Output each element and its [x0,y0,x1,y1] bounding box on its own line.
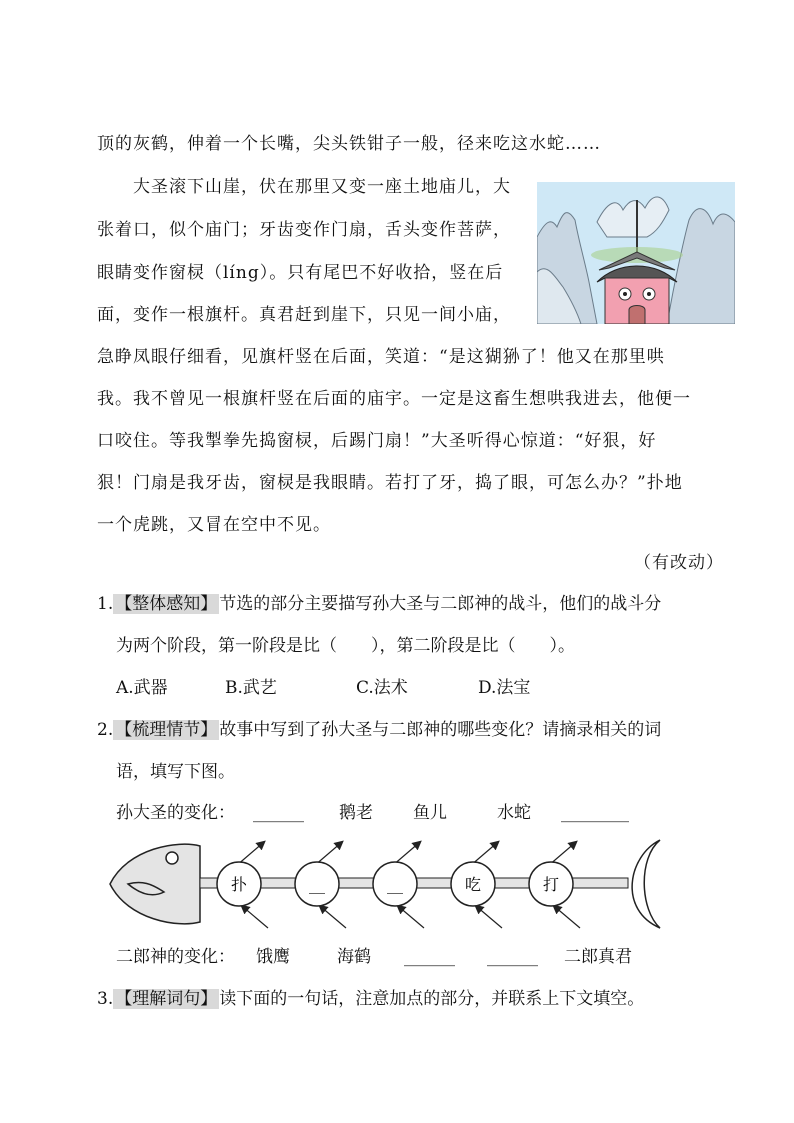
question-number: 1. [97,594,114,614]
question-tag: 【整体感知】 [115,594,218,614]
erlang-change-blank: ______ [404,947,455,967]
erlang-change-item: 海鹤 [337,947,371,967]
story-line: 我。我不曾见一根旗杆竖在后面的庙宇。一定是这畜生想哄我进去，他便一 [97,389,691,409]
sun-change-item: 水蛇 [497,803,531,823]
node-label: __ [387,875,403,894]
story-line: 顶的灰鹤，伸着一个长嘴，尖头铁钳子一般，径来吃这水蛇…… [97,134,601,154]
story-line: 面，变作一根旗杆。真君赶到崖下，只见一间小庙， [97,305,511,325]
story-line: 一个虎跳，又冒在空中不见。 [97,515,331,535]
temple-illustration [537,182,735,324]
question-number: 2. [97,720,114,740]
question-2 [97,717,661,743]
story-line: 急睁凤眼仔细看，见旗杆竖在后面，笑道：“是这猢狲了！他又在那里哄 [97,347,665,367]
story-line: 眼睛变作窗棂（líng）。只有尾巴不好收拾，竖在后 [97,263,504,283]
story-line: 张着口，似个庙门；牙齿变作门扇，舌头变作菩萨， [97,220,511,240]
source-note: （有改动） [634,553,724,573]
story-line: 口咬住。等我掣拳先捣窗棂，后踢门扇！”大圣听得心惊道：“好狠，好 [97,431,657,451]
story-line: 大圣滚下山崖，伏在那里又变一座土地庙儿，大 [133,177,511,197]
node-label: __ [309,875,325,894]
fishbone-diagram [108,836,678,932]
question-text: 读下面的一句话，注意加点的部分，并联系上下文填空。 [219,989,645,1009]
sun-changes-label: 孙大圣的变化： [116,803,235,823]
sun-change-item: 鹅老 [339,803,373,823]
erlang-change-item: 二郎真君 [564,947,632,967]
erlang-changes-label: 二郎神的变化： [116,947,235,967]
sun-change-blank: ________ [561,803,629,823]
erlang-change-item: 饿鹰 [256,947,290,967]
option-c: C.法术 [356,678,408,698]
story-line: 狠！门扇是我牙齿，窗棂是我眼睛。若打了牙，捣了眼，可怎么办？”扑地 [97,473,683,493]
question-2-line-2: 语，填写下图。 [116,762,235,782]
question-1-line-2: 为两个阶段，第一阶段是比（ ），第二阶段是比（ ）。 [116,636,575,656]
node-label: 打 [542,875,560,894]
question-text: 节选的部分主要描写孙大圣与二郎神的战斗，他们的战斗分 [219,594,662,614]
sun-change-blank: ______ [253,803,304,823]
option-a: A.武器 [116,678,168,698]
question-tag: 【梳理情节】 [115,720,218,740]
option-d: D.法宝 [478,678,531,698]
question-3 [97,986,644,1012]
node-label: 吃 [464,875,482,894]
question-tag: 【理解词句】 [115,989,218,1009]
sun-change-item: 鱼儿 [413,803,447,823]
question-text: 故事中写到了孙大圣与二郎神的哪些变化？请摘录相关的词 [219,720,662,740]
node-label: 扑 [230,875,248,894]
question-number: 3. [97,989,114,1009]
question-1 [97,591,661,617]
option-b: B.武艺 [225,678,277,698]
erlang-change-blank: ______ [487,947,538,967]
